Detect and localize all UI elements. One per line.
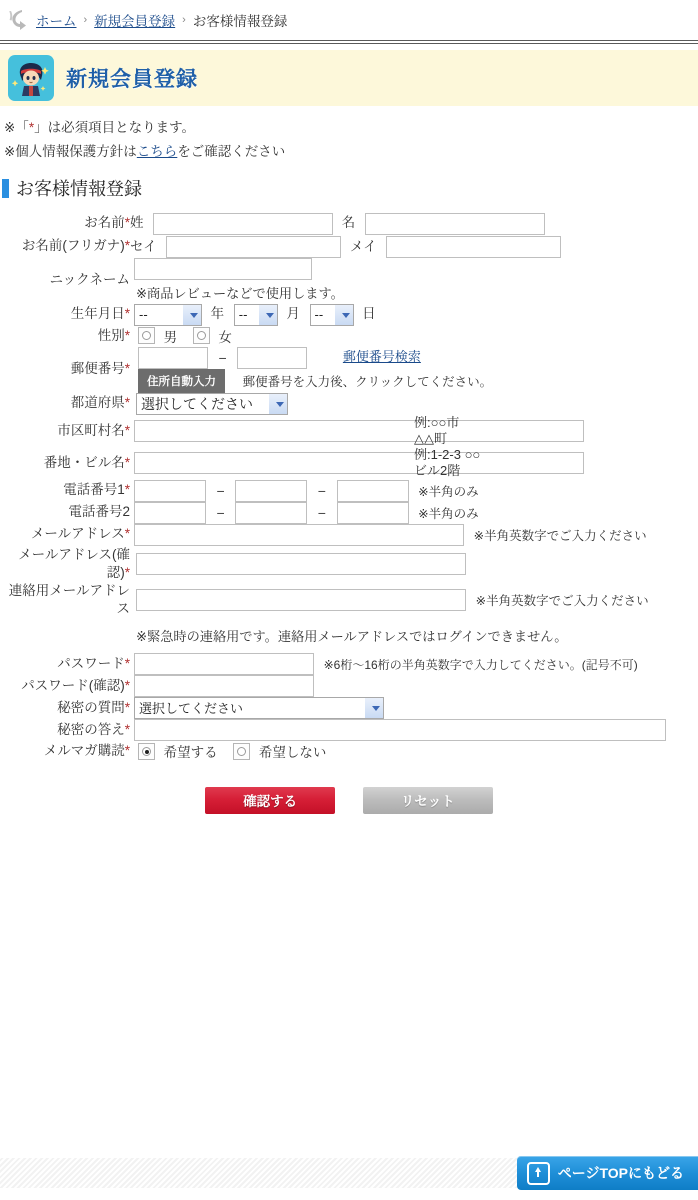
- field-zip: [130, 346, 698, 369]
- field-newsletter: [130, 741, 698, 761]
- form-actions: [0, 787, 698, 814]
- street-example-line1: 例:1-2-3 ○○: [414, 447, 481, 462]
- label-gender: 性別*: [97, 327, 130, 343]
- gender-male-radio[interactable]: [138, 327, 155, 344]
- first-name-kana-input[interactable]: [386, 236, 561, 258]
- email-note: ※半角英数字でご入力ください: [473, 528, 647, 543]
- form-row-email-contact: [0, 582, 698, 618]
- field-tel1: [130, 480, 698, 502]
- form-row-secret-question: [0, 697, 698, 719]
- label-tel2: 電話番号2: [68, 504, 130, 520]
- section-heading: [2, 175, 698, 201]
- prefecture-select[interactable]: [136, 393, 288, 415]
- form-row-prefecture: [0, 393, 698, 415]
- notices: [0, 106, 698, 163]
- form-row-password: [0, 653, 698, 675]
- label-name: お名前*: [84, 214, 130, 230]
- label-city: 市区町村名*: [57, 422, 130, 438]
- label-password-confirm: パスワード(確認)*: [21, 678, 130, 694]
- newsletter-no-label: 希望しない: [258, 745, 327, 761]
- label-secret-answer: 秘密の答え*: [57, 722, 130, 738]
- field-email: [130, 524, 698, 546]
- email-input[interactable]: [134, 524, 464, 546]
- label-email-confirm: メールアドレス(確認)*: [18, 546, 130, 580]
- password-input[interactable]: [134, 653, 314, 675]
- confirm-button[interactable]: 確認する: [205, 787, 335, 814]
- field-password: [130, 653, 698, 675]
- gender-male-label: 男: [163, 329, 178, 345]
- field-secret-answer: [130, 719, 698, 741]
- email-contact-input[interactable]: [136, 589, 466, 611]
- zip-separator: −: [218, 349, 227, 366]
- nickname-note: ※商品レビューなどで使用します。: [136, 286, 344, 302]
- form-row-name: [0, 211, 698, 235]
- gender-female-label: 女: [218, 329, 232, 345]
- form-row-secret-answer: [0, 719, 698, 741]
- field-secret-question: [130, 697, 698, 719]
- breadcrumb-divider: [0, 40, 698, 44]
- form-row-tel1: [0, 480, 698, 502]
- page-top-button[interactable]: [517, 1156, 698, 1190]
- tel1-separator: −: [216, 482, 225, 499]
- field-street: [130, 447, 414, 480]
- breadcrumb-item-register[interactable]: 新規会員登録: [94, 14, 176, 29]
- form-row-nickname: [0, 258, 698, 302]
- tel2-separator: −: [216, 504, 225, 521]
- first-name-input[interactable]: [365, 213, 545, 235]
- zip-search-link[interactable]: 郵便番号検索: [342, 348, 421, 364]
- label-sei-kana: セイ: [130, 238, 157, 254]
- field-tel2: [130, 502, 698, 524]
- tel2-note: ※半角のみ: [418, 506, 479, 521]
- breadcrumb-separator: ›: [83, 14, 88, 26]
- city-example-line2: △△町: [414, 430, 447, 446]
- birth-year-unit: 年: [210, 306, 225, 322]
- password-confirm-input[interactable]: [134, 675, 314, 697]
- newsletter-yes-radio[interactable]: [138, 743, 155, 760]
- breadcrumb-item-current: お客様情報登録: [192, 14, 288, 29]
- label-sei: 姓: [130, 215, 144, 231]
- tel2-part2-input[interactable]: [235, 502, 307, 524]
- city-example-line1: 例:○○市: [414, 414, 460, 430]
- birth-year-select[interactable]: [134, 304, 202, 326]
- label-newsletter: メルマガ購読*: [43, 743, 130, 759]
- field-city: [130, 415, 414, 448]
- field-prefecture: [130, 393, 698, 415]
- tel1-part2-input[interactable]: [235, 480, 307, 502]
- label-email-contact: 連絡用メールアドレス: [8, 582, 130, 617]
- label-nickname: ニックネーム: [49, 272, 130, 288]
- label-birthday: 生年月日*: [70, 306, 130, 322]
- field-nickname: [130, 258, 698, 302]
- breadcrumb-item-home[interactable]: ホーム: [36, 14, 77, 29]
- form-row-zip: [0, 346, 698, 369]
- page-top-label: ページTOPにもどる: [557, 1165, 684, 1181]
- last-name-input[interactable]: [153, 213, 333, 235]
- breadcrumb-separator: ›: [182, 14, 186, 26]
- birth-day-unit: 日: [362, 306, 376, 322]
- auto-fill-address-button[interactable]: 住所自動入力: [138, 369, 225, 393]
- reset-button[interactable]: リセット: [363, 787, 493, 814]
- last-name-kana-input[interactable]: [166, 236, 341, 258]
- city-input[interactable]: [134, 420, 584, 442]
- field-birthday: [130, 302, 698, 326]
- character-avatar-icon: [8, 55, 54, 101]
- email-contact-note: ※半角英数字でご入力ください: [475, 594, 649, 609]
- form-row-tel2: [0, 502, 698, 524]
- form-row-birthday: [0, 302, 698, 326]
- tel1-separator: −: [317, 482, 326, 499]
- tel2-part1-input[interactable]: [134, 502, 206, 524]
- label-kana: お名前(フリガナ)*: [21, 238, 130, 254]
- street-input[interactable]: [134, 452, 584, 474]
- required-notice-suffix: 」は必須項目となります。: [34, 120, 195, 135]
- form-row-gender: [0, 326, 698, 346]
- birth-day-select[interactable]: [310, 304, 354, 326]
- form-row-email-confirm: [0, 546, 698, 582]
- gender-female-radio[interactable]: [193, 327, 210, 344]
- label-email: メールアドレス*: [30, 526, 130, 542]
- field-password-confirm: [130, 675, 698, 697]
- label-mei: 名: [341, 215, 356, 231]
- form-row-password-confirm: [0, 675, 698, 697]
- page-title-banner: [0, 50, 698, 106]
- secret-answer-input[interactable]: [134, 719, 666, 741]
- label-zip: 郵便番号*: [70, 361, 130, 377]
- label-secret-question: 秘密の質問*: [57, 700, 130, 716]
- street-example-line2: ビル2階: [414, 463, 461, 479]
- form-row-kana: [0, 235, 698, 259]
- required-notice: [4, 116, 698, 140]
- field-zip-auto: [130, 369, 698, 393]
- breadcrumb: [0, 0, 698, 40]
- form-row-street: [0, 447, 698, 480]
- newsletter-no-radio[interactable]: [233, 743, 250, 760]
- label-tel1: 電話番号1*: [63, 482, 130, 498]
- privacy-notice-suffix: をご確認ください: [177, 143, 286, 159]
- label-prefecture: 都道府県*: [70, 395, 130, 411]
- email-contact-footnote: ※緊急時の連絡用です。連絡用メールアドレスではログインできません。: [136, 629, 568, 645]
- email-confirm-input[interactable]: [136, 553, 466, 575]
- form-row-city: [0, 415, 698, 448]
- section-marker: [2, 179, 9, 198]
- newsletter-yes-label: 希望する: [163, 745, 218, 761]
- zip-second-input[interactable]: [237, 347, 307, 369]
- page-title: 新規会員登録: [66, 68, 198, 91]
- form-row-email-contact-footnote: [0, 618, 698, 653]
- privacy-notice-prefix: ※個人情報保護方針は: [4, 143, 137, 159]
- footer: [0, 1154, 698, 1200]
- auto-fill-note: 郵便番号を入力後、クリックしてください。: [242, 374, 493, 389]
- password-note: ※6桁〜16桁の半角英数字で入力してください。(記号不可): [323, 657, 638, 672]
- secret-question-select[interactable]: [134, 697, 384, 719]
- tel1-note: ※半角のみ: [418, 484, 479, 499]
- section-title: お客様情報登録: [16, 179, 142, 200]
- form-row-newsletter: [0, 741, 698, 761]
- field-gender: [130, 326, 698, 346]
- label-password: パスワード*: [57, 656, 130, 672]
- swirl-arrow-icon: [8, 8, 30, 32]
- arrow-up-icon: [527, 1162, 550, 1185]
- privacy-notice: [4, 140, 698, 164]
- birth-month-select[interactable]: [234, 304, 278, 326]
- field-email-confirm: [130, 546, 698, 582]
- privacy-policy-link[interactable]: こちら: [136, 143, 178, 159]
- label-mei-kana: メイ: [349, 238, 377, 254]
- field-name: [130, 211, 698, 235]
- tel2-separator: −: [317, 504, 326, 521]
- tel2-part3-input[interactable]: [337, 502, 409, 524]
- registration-form: [0, 211, 698, 761]
- tel1-part3-input[interactable]: [337, 480, 409, 502]
- form-row-email: [0, 524, 698, 546]
- birth-month-unit: 月: [286, 306, 300, 322]
- zip-first-input[interactable]: [138, 347, 208, 369]
- required-star: *: [28, 120, 35, 135]
- field-kana: [130, 235, 698, 259]
- tel1-part1-input[interactable]: [134, 480, 206, 502]
- required-notice-prefix: ※「: [4, 120, 29, 135]
- nickname-input[interactable]: [134, 258, 312, 280]
- label-street: 番地・ビル名*: [43, 455, 130, 471]
- field-email-contact: [130, 582, 698, 618]
